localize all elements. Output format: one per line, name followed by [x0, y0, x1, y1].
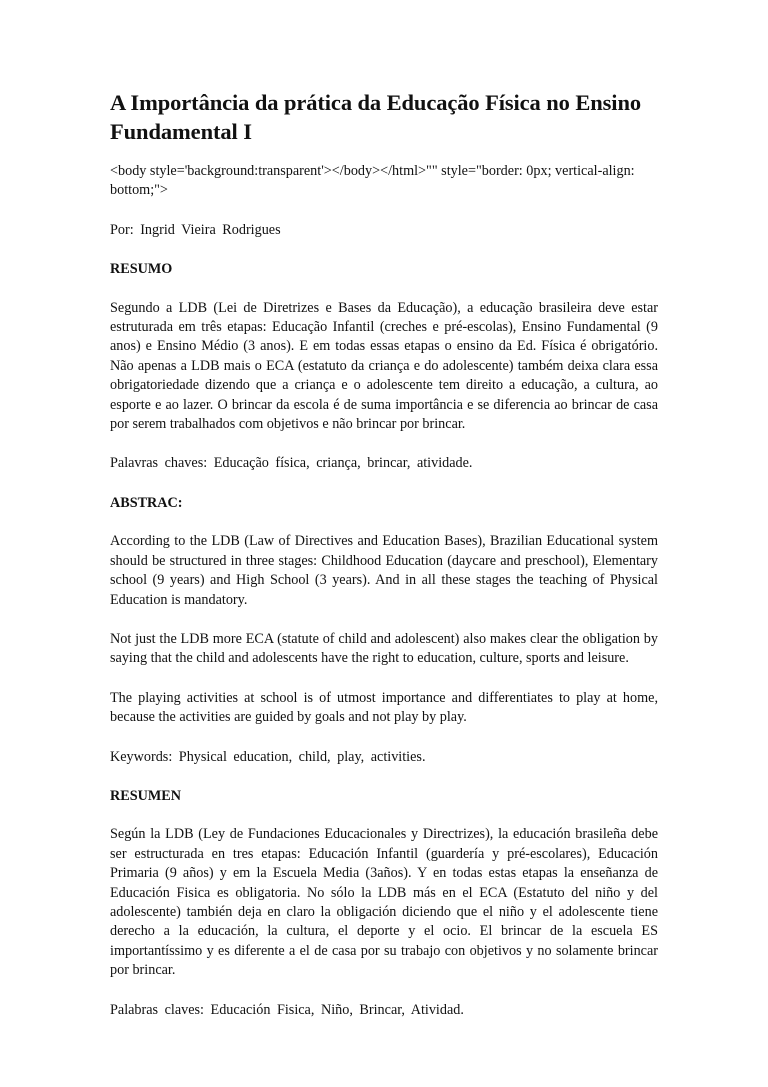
- abstract-paragraph-1: According to the LDB (Law of Directives and Education Bases), Brazilian Educational system should be structured in three stages: Childhood Education (daycare and preschool), Elementary school (9 years) and High School (3 years). And in all these stages the teaching of Physical Education is mandatory.: [110, 533, 658, 608]
- resumen-heading: RESUMEN: [110, 787, 181, 804]
- abstract-keywords: Keywords: Physical education, child, play, activities.: [110, 748, 426, 765]
- resumo-heading: RESUMO: [110, 261, 173, 278]
- abstract-paragraph-3: The playing activities at school is of utmost importance and differentiates to play at home, because the activities are guided by goals and not play by play.: [110, 689, 658, 726]
- resumo-keywords: Palavras chaves: Educação física, criança, brincar, atividade.: [110, 455, 473, 472]
- author-line: Por: Ingrid Vieira Rodrigues: [110, 221, 281, 238]
- abstract-paragraph-2: Not just the LDB more ECA (statute of child and adolescent) also makes clear the obligation by saying that the child and adolescents have the right to education, culture, sports and leisure.: [110, 630, 658, 667]
- resumen-keywords: Palabras claves: Educación Fisica, Niño, Brincar, Atividad.: [110, 1001, 464, 1018]
- resumen-body: Según la LDB (Ley de Fundaciones Educacionales y Directrizes), la educación brasileña debe ser estructurada en tres etapas: Educación Infantil (guardería y pré-escolares), Educación Primaria (9 años) y em la Escuela Media (3años). Y en todas estas etapas la enseñanza de Educación Fisica es obligatoria. No sólo la LDB más en el ECA (Estatuto del niño y del adolescente) también deja en claro la obligación diciendo que el niño y el adolescente tiene derecho a la educación, la cultura, el deporte y el ocio. El brincar de la escuela ES importantíssimo y es diferente a el de casa por su trabajo con objetivos y no solamente brincar por brincar.: [110, 826, 658, 979]
- resumo-body: Segundo a LDB (Lei de Diretrizes e Bases da Educação), a educação brasileira deve estar estruturada em três etapas: Educação Infantil (creches e pré-escolas), Ensino Fundamental (9 anos) e Ensino Médio (3 anos). E em todas essas etapas o ensino da Ed. Física é obrigatório. Não apenas a LDB mais o ECA (estatuto da criança e do adolescente) também deixa clara essa obrigatoriedade dizendo que a criança e o adolescente tem direito a educação, a cultura, ao esporte e ao lazer. O brincar da escola é de suma importância e se diferencia ao brincar de casa por serem trabalhados com objetivos e não brincar por brincar.: [110, 299, 658, 433]
- abstract-heading: ABSTRAC:: [110, 494, 183, 511]
- document-title: A Importância da prática da Educação Física no Ensino Fundamental I: [110, 90, 642, 144]
- code-artifact-text: <body style='background:transparent'></body></html>"" style="border: 0px; vertical-align: bottom;">: [110, 163, 635, 199]
